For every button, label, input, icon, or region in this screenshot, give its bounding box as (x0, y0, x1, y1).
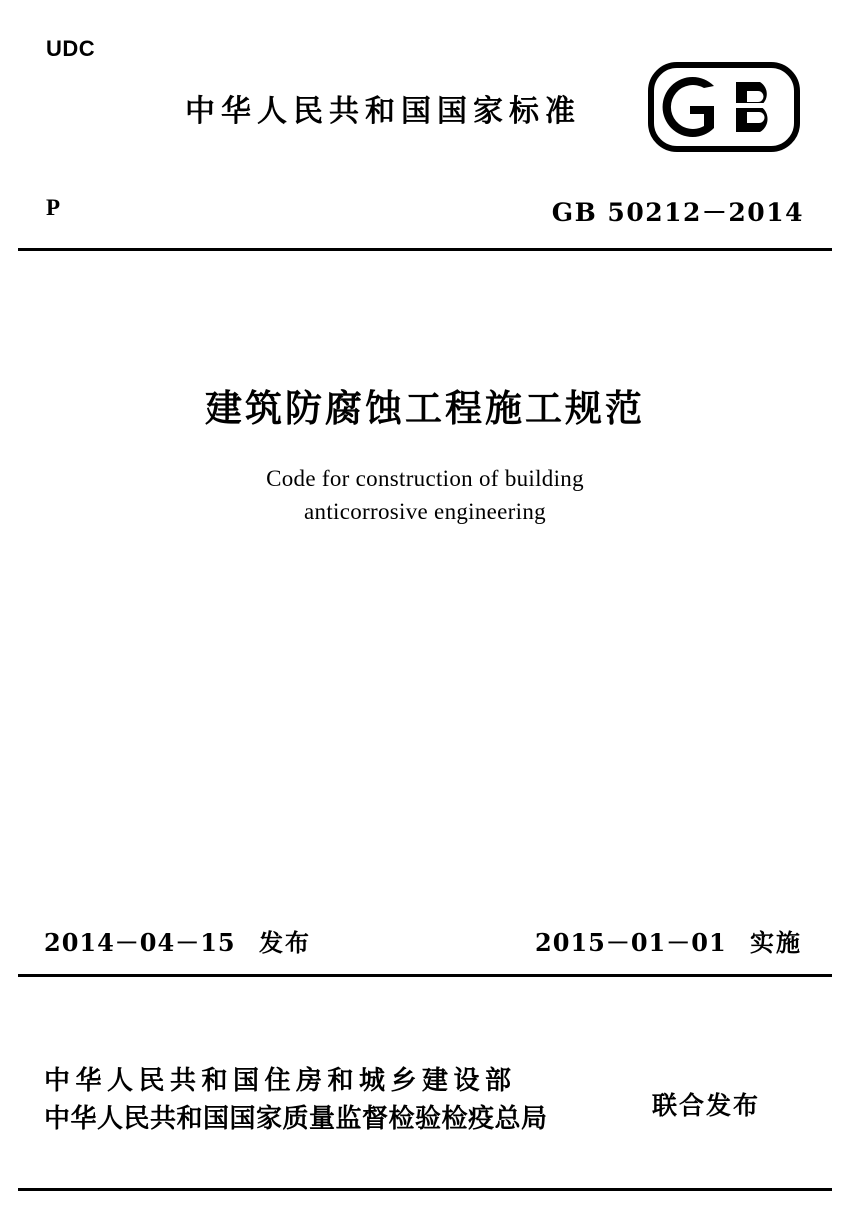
publisher-line-1: 中华人民共和国住房和城乡建设部 (44, 1066, 517, 1096)
document-title-en-line1: Code for construction of building (266, 466, 584, 491)
udc-label: UDC (46, 36, 96, 61)
national-standard-title: 中华人民共和国国家标准 (185, 94, 581, 129)
standard-number: GB 50212－2014 (551, 198, 804, 227)
issue-date-value: 2014－04－15 (44, 928, 236, 957)
divider-middle (18, 974, 832, 977)
effective-date-word: 实施 (750, 929, 802, 957)
publisher-line-2: 中华人民共和国国家质量监督检验检疫总局 (44, 1104, 548, 1134)
document-title-cn: 建筑防腐蚀工程施工规范 (205, 387, 645, 430)
divider-top (18, 248, 832, 251)
effective-date-value: 2015－01－01 (535, 928, 727, 957)
publisher-block (44, 1062, 548, 1138)
issue-date-word: 发布 (258, 929, 311, 957)
document-title-en-line2: anticorrosive engineering (304, 499, 546, 524)
document-title-en (0, 462, 850, 528)
divider-bottom (18, 1188, 832, 1191)
effective-date (535, 923, 802, 958)
classification-mark: P (46, 195, 61, 220)
joint-issue-label: 联合发布 (652, 1091, 761, 1120)
issue-date (44, 923, 311, 958)
gb-logo-icon (648, 62, 800, 152)
